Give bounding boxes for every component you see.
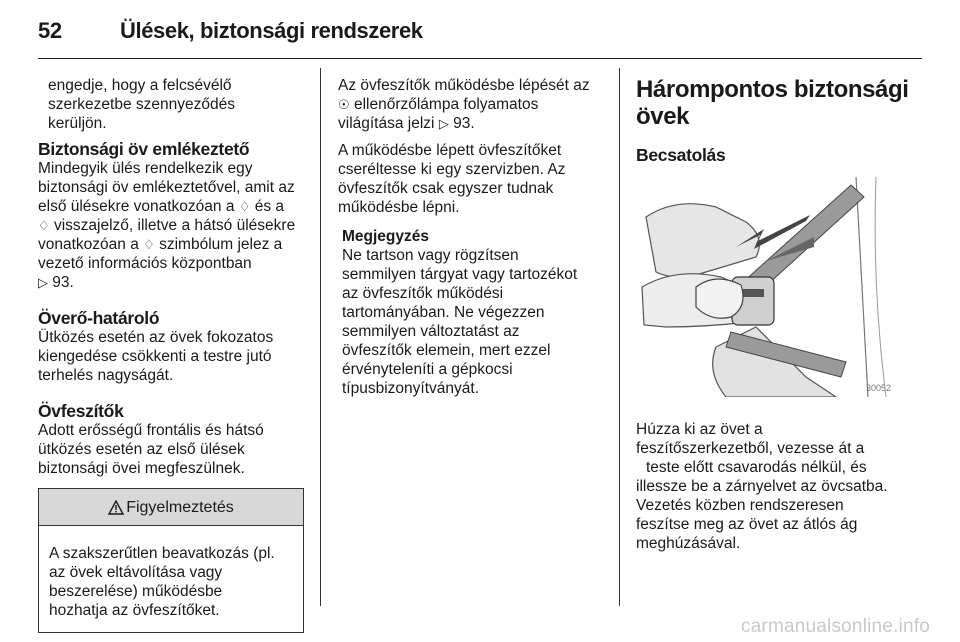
text-line: típusbizonyítványát. bbox=[342, 380, 479, 397]
note-heading: Megjegyzés bbox=[342, 228, 430, 245]
page-header bbox=[38, 14, 922, 59]
text-line: kiengedése csökkenti a testre jutó bbox=[38, 348, 272, 365]
limiter-paragraph bbox=[38, 328, 304, 385]
column-middle bbox=[338, 76, 604, 398]
warning-header bbox=[39, 489, 303, 526]
text-line: teste előtt csavarodás nélkül, és bbox=[646, 459, 867, 476]
text-line: engedje, hogy a felcsévélő bbox=[48, 77, 232, 94]
column-divider bbox=[320, 68, 321, 606]
text-line: övfeszítők elemein, mert ezzel bbox=[342, 342, 551, 359]
text-line: ♢ visszajelző, illetve a hátsó ülésekre bbox=[38, 217, 296, 234]
text-line: hozhatja az övfeszítőket. bbox=[49, 602, 220, 619]
text-line: beszerelése) működésbe bbox=[49, 583, 223, 600]
section-heading-three-point-belts: Hárompontos biztonsági övek bbox=[636, 76, 909, 130]
page-reference-icon: ▷ bbox=[38, 275, 48, 290]
tensioner-indicator-paragraph: Az övfeszítők működésbe lépését az ☉ ellenőrzőlámpa folyamatos világítása jelzi ▷ 93. bbox=[338, 77, 590, 132]
text-line: érvényteleníti a gépkocsi bbox=[342, 361, 513, 378]
airbag-warning-lamp-icon: ☉ bbox=[338, 97, 350, 112]
text-line: terhelés nagyságát. bbox=[38, 367, 174, 384]
text-line: A szakszerűtlen beavatkozás (pl. bbox=[49, 545, 275, 562]
text-line: Vezetés közben rendszeresen bbox=[636, 497, 844, 514]
rear-seatbelt-reminder-icon: ♢ bbox=[38, 218, 50, 233]
text-line: ütközés esetén az első ülések bbox=[38, 441, 245, 458]
seatbelt-reminder-icon: ♢ bbox=[238, 199, 251, 214]
column-left bbox=[38, 76, 304, 633]
column-divider bbox=[619, 68, 620, 606]
text-line: Ütközés esetén az övek fokozatos bbox=[38, 329, 274, 346]
text-line: meghúzásával. bbox=[636, 535, 741, 552]
text-line: első ülésekre vonatkozóan a ♢ és a bbox=[38, 198, 285, 215]
text-line: semmilyen változtatást az bbox=[342, 323, 520, 340]
section-heading-tensioner: Övfeszítők bbox=[38, 401, 124, 421]
text-line: az övfeszítők működési bbox=[342, 285, 504, 302]
text-line: biztonsági öv emlékeztetővel, amit az bbox=[38, 179, 295, 196]
text-line: biztonsági övei megfeszülnek. bbox=[38, 460, 245, 477]
subheading-fastening: Becsatolás bbox=[636, 145, 726, 165]
text-line: vezető információs központban bbox=[38, 255, 252, 272]
section-heading-reminder: Biztonsági öv emlékeztető bbox=[38, 139, 250, 159]
warning-box bbox=[38, 488, 304, 633]
tensioner-paragraph bbox=[38, 421, 304, 478]
page-title: Ülések, biztonsági rendszerek bbox=[120, 18, 423, 43]
warning-triangle-icon bbox=[108, 500, 124, 515]
text-line: az övek eltávolítása vagy bbox=[49, 564, 223, 581]
text-line: feszítőszerkezetből, vezesse át a bbox=[636, 440, 865, 457]
text-line: feszítse meg az övet az átlós ág bbox=[636, 516, 858, 533]
text-line: kerüljön. bbox=[48, 115, 107, 132]
warning-body bbox=[39, 526, 303, 632]
seatbelt-symbol-icon: ♢ bbox=[143, 237, 155, 252]
section-heading-limiter: Överő-határoló bbox=[38, 308, 160, 328]
watermark: carmanualsonline.info bbox=[740, 616, 930, 637]
text-line: tartományában. Ne végezzen bbox=[342, 304, 545, 321]
text-line[interactable]: ▷ 93. bbox=[38, 274, 74, 291]
text-line: szerkezetbe szennyeződés bbox=[48, 96, 235, 113]
note-block bbox=[338, 227, 604, 398]
figure-label: 30052 bbox=[866, 383, 892, 393]
fastening-paragraph bbox=[636, 420, 922, 553]
text-line: Adott erősségű frontális és hátsó bbox=[38, 422, 264, 439]
warning-title: Figyelmeztetés bbox=[126, 498, 234, 516]
seatbelt-illustration bbox=[636, 177, 900, 397]
text-line: vonatkozóan a ♢ szimbólum jelez a bbox=[38, 236, 283, 253]
text-line: semmilyen tárgyat vagy tartozékot bbox=[342, 266, 578, 283]
text-line: Húzza ki az övet a bbox=[636, 421, 763, 438]
column-right bbox=[636, 76, 922, 553]
reminder-paragraph bbox=[38, 159, 304, 292]
text-line: Mindegyik ülés rendelkezik egy bbox=[38, 160, 253, 177]
intro-paragraph bbox=[38, 76, 304, 133]
replacement-paragraph: A működésbe lépett övfeszítőket cseréltesse ki egy szervizben. Az övfeszítők csak egyszer tudnak működésbe lépni. bbox=[338, 142, 566, 216]
page-reference-icon: ▷ bbox=[438, 116, 449, 131]
page-number: 52 bbox=[38, 18, 62, 43]
text-line: Ne tartson vagy rögzítsen bbox=[342, 247, 519, 264]
text-line: illessze be a zárnyelvet az övcsatba. bbox=[636, 478, 888, 495]
